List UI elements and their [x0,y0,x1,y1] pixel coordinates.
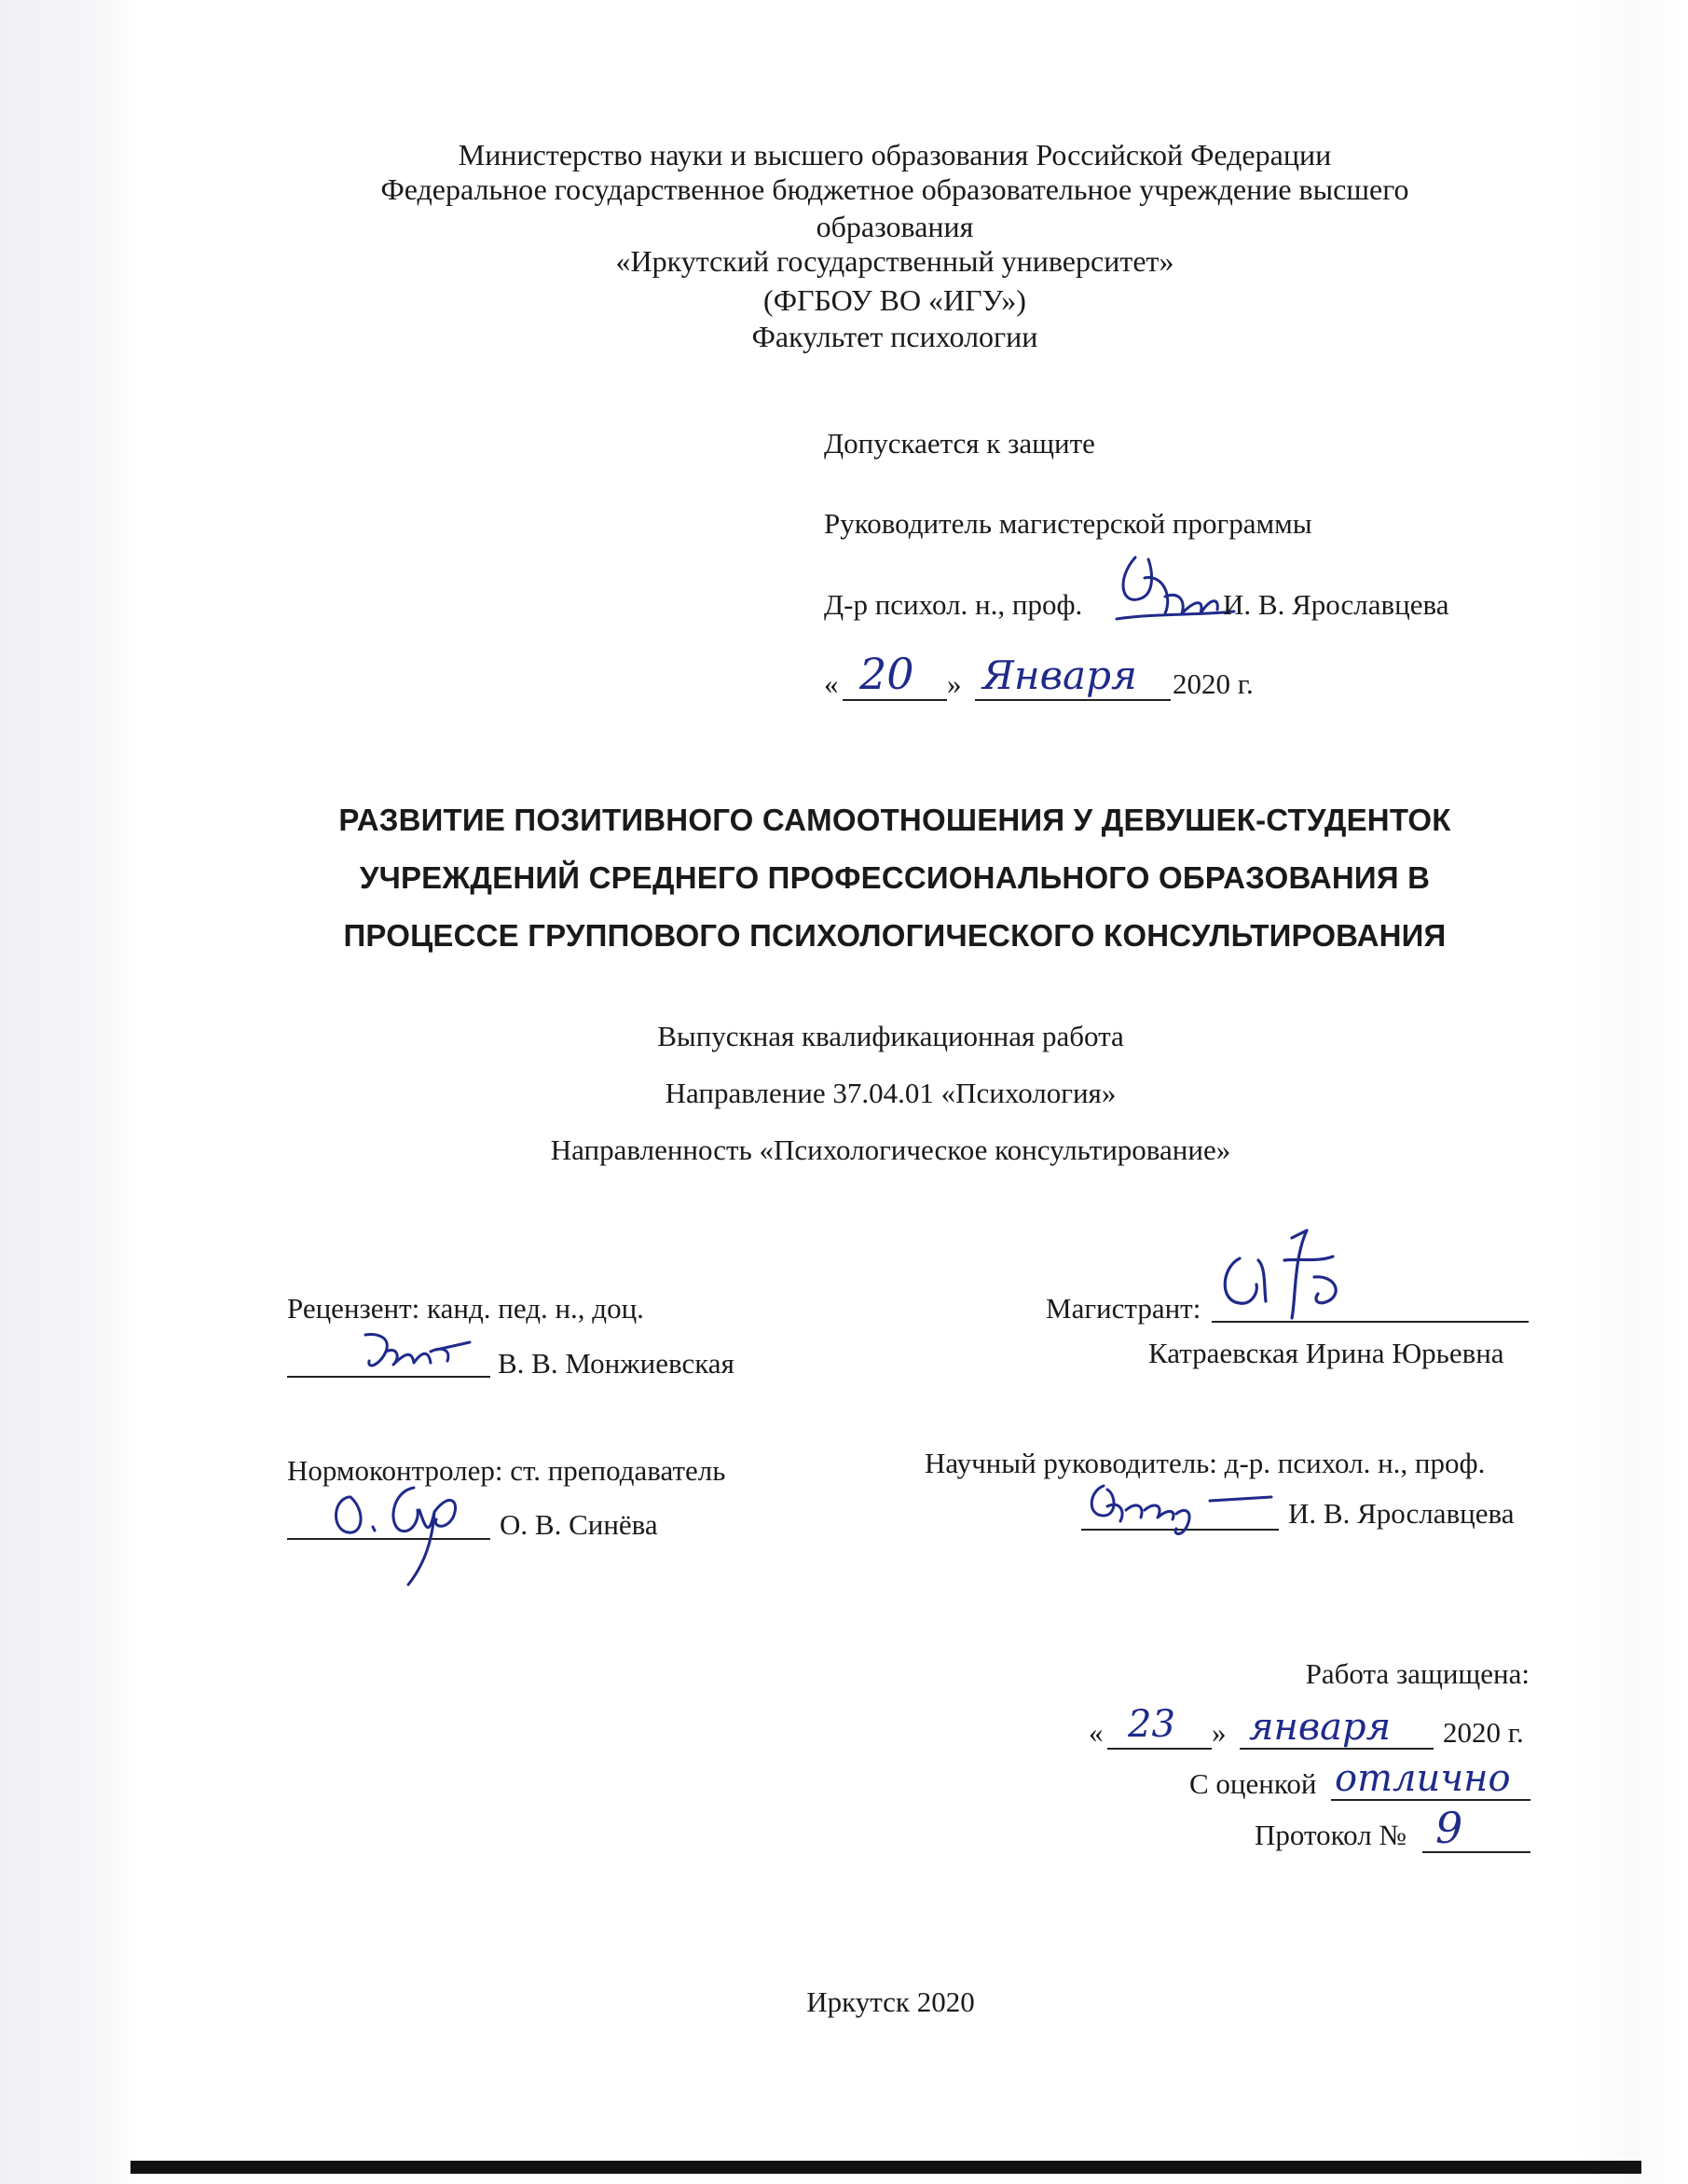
approval-date-month: Января [982,652,1137,698]
institution-line: Федеральное государственное бюджетное образовательное учреждение высшего [380,172,1409,206]
program-head-title: Руководитель магистерской программы [824,507,1312,540]
faculty-name: Факультет психологии [751,320,1038,353]
approval-date-year: 2020 г. [1173,667,1254,700]
grade-value: отлично [1335,1757,1511,1800]
defense-date-year: 2020 г. [1443,1716,1524,1749]
norm-controller-signature [323,1473,472,1594]
ministry-line: Министерство науки и высшего образования Российской Федерации [458,138,1332,172]
approval-date-close-quote: » [947,667,962,700]
supervisor-label: Научный руководитель: д-р. психол. н., проф. [925,1447,1486,1479]
supervisor-signature [1079,1473,1284,1547]
defense-date-close-quote: » [1212,1716,1227,1749]
approval-month-underline [975,699,1171,701]
student-name: Катраевская Ирина Юрьевна [1148,1337,1504,1369]
institution-line-cont: образования [816,210,974,243]
university-abbr: (ФГБОУ ВО «ИГУ») [763,283,1026,317]
norm-controller-label: Нормоконтролер: ст. преподаватель [287,1454,726,1487]
work-type: Выпускная квалификационная работа [657,1020,1124,1052]
program-head-prefix: Д-р психол. н., проф. [824,588,1083,621]
supervisor-name: И. В. Ярославцева [1288,1497,1515,1530]
work-focus: Направленность «Психологическое консультирование» [550,1133,1231,1166]
approval-date-open-quote: « [824,667,839,700]
reviewer-signature [358,1324,488,1389]
thesis-title-line-3: ПРОЦЕССЕ ГРУППОВОГО ПСИХОЛОГИЧЕСКОГО КОНСУЛЬТИРОВАНИЯ [343,918,1447,953]
student-label: Магистрант: [1046,1292,1201,1325]
approval-day-underline [843,699,947,701]
thesis-title-line-2: УЧРЕЖДЕНИЙ СРЕДНЕГО ПРОФЕССИОНАЛЬНОГО ОБРАЗОВАНИЯ В [359,860,1431,895]
reviewer-name: В. В. Монжиевская [498,1347,734,1380]
defense-day-underline [1107,1748,1212,1750]
admitted-text: Допускается к защите [824,427,1095,460]
reviewer-label: Рецензент: канд. пед. н., доц. [287,1292,644,1325]
defense-label: Работа защищена: [1305,1657,1530,1690]
grade-label: С оценкой [1189,1767,1317,1800]
protocol-label: Протокол № [1255,1819,1407,1851]
work-direction: Направление 37.04.01 «Психология» [665,1077,1117,1109]
defense-date-month: января [1249,1706,1392,1749]
defense-date-day: 23 [1128,1703,1175,1746]
defense-date-open-quote: « [1089,1716,1104,1749]
norm-controller-name: О. В. Синёва [500,1508,658,1541]
thesis-title-line-1: РАЗВИТИЕ ПОЗИТИВНОГО САМООТНОШЕНИЯ У ДЕВУШЕК-СТУДЕНТОК [338,803,1451,837]
university-name: «Иркутский государственный университет» [615,244,1174,278]
program-head-signature [1107,541,1238,643]
protocol-value: 9 [1435,1803,1463,1853]
program-head-name: И. В. Ярославцева [1223,588,1449,621]
approval-date-day: 20 [859,649,914,699]
scan-bottom-edge [130,2161,1641,2174]
city-year: Иркутск 2020 [806,1985,975,2018]
student-signature [1202,1221,1379,1333]
